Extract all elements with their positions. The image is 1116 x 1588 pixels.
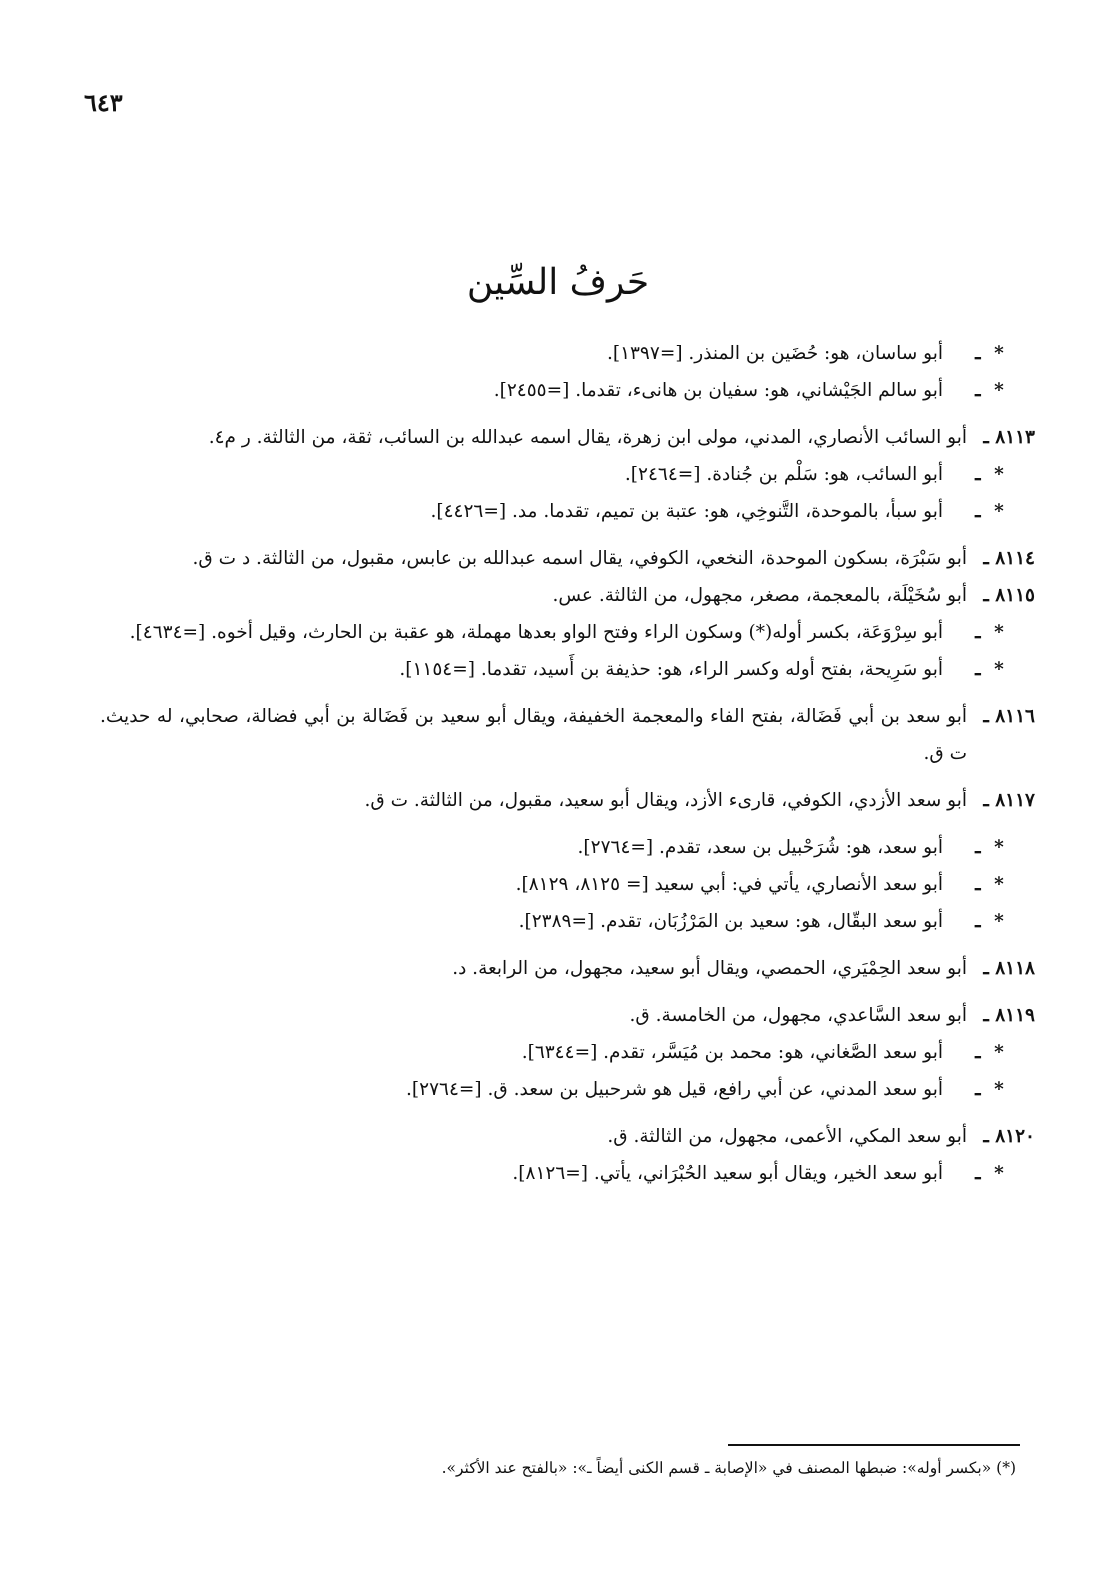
entry-number: ٨١١٥ ـ: [983, 585, 1035, 606]
page-number: ٦٤٣: [84, 88, 123, 117]
entry-text: أبو سعد، هو: شُرَحْبيل بن سعد، تقدم. [=٢٧٦٤].: [577, 837, 943, 858]
entry-marker: * ـ: [975, 1163, 1004, 1184]
list-item: [100, 1118, 1035, 1155]
footnote-divider: [728, 1444, 1020, 1446]
entry-marker: * ـ: [975, 464, 1004, 485]
footnote: (*) «بكسر أوله»: ضبطها المصنف في «الإصابة ـ قسم الكنى أيضاً ـ»: «بالفتح عند الأكثر».: [441, 1459, 1016, 1477]
entry-text: أبو السائب، هو: سَلْم بن جُنادة. [=٢٤٦٤].: [624, 464, 943, 485]
chapter-title: حَرفُ السِّين: [466, 262, 650, 303]
entry-marker: * ـ: [975, 837, 1004, 858]
list-item: [100, 1034, 1035, 1071]
list-item: [100, 614, 1035, 651]
entry-number: ٨١١٧ ـ: [983, 790, 1035, 811]
list-item: [100, 866, 1035, 903]
entry-text: أبو سعد المكي، الأعمى، مجهول، من الثالثة. ق.: [607, 1126, 967, 1147]
list-item: [100, 577, 1035, 614]
entry-marker: * ـ: [975, 380, 1004, 401]
entry-number: ٨١١٩ ـ: [983, 1005, 1035, 1026]
entry-text: أبو سعد السَّاعدي، مجهول، من الخامسة. ق.: [629, 1005, 967, 1026]
entry-number: ٨١٢٠ ـ: [983, 1126, 1035, 1147]
entry-text: أبو سَرِيحة، بفتح أوله وكسر الراء، هو: حذيفة بن أَسيد، تقدما. [=١١٥٤].: [399, 659, 943, 680]
list-item: [100, 493, 1035, 530]
list-item: [100, 1071, 1035, 1108]
entry-text: أبو سبأ، بالموحدة، التَّنوخِي، هو: عتبة بن تميم، تقدما. مد. [=٤٤٢٦].: [430, 501, 943, 522]
entry-text: أبو سِرْوَعَة، بكسر أوله(*) وسكون الراء وفتح الواو بعدها مهملة، هو عقبة بن الحارث، وقيل أخوه. [=٤٦٣٤].: [129, 622, 943, 643]
entry-text: أبو سعد المدني، عن أبي رافع، قيل هو شرحبيل بن سعد. ق. [=٢٧٦٤].: [406, 1079, 943, 1100]
list-item: [100, 1155, 1035, 1192]
entry-text: أبو سعد الأزدي، الكوفي، قارىء الأزد، ويقال أبو سعيد، مقبول، من الثالثة. ت ق.: [364, 790, 967, 811]
entry-number: ٨١١٨ ـ: [983, 958, 1035, 979]
list-item: [100, 829, 1035, 866]
entry-text: أبو سَبْرَة، بسكون الموحدة، النخعي، الكوفي، يقال اسمه عبدالله بن عابس، مقبول، من الثالثة. د ت ق.: [192, 548, 967, 569]
entry-text: أبو سعد الصَّغاني، هو: محمد بن مُيَسَّر، تقدم. [=٦٣٤٤].: [521, 1042, 943, 1063]
entry-marker: * ـ: [975, 874, 1004, 895]
entry-marker: * ـ: [975, 1079, 1004, 1100]
entry-text: أبو سعد البقّال، هو: سعيد بن المَرْزُبَان، تقدم. [=٢٣٨٩].: [518, 911, 943, 932]
entry-text: أبو ساسان، هو: حُضَين بن المنذر. [=١٣٩٧].: [606, 343, 943, 364]
list-item: [100, 782, 1035, 819]
list-item: [100, 997, 1035, 1034]
entry-text: أبو سُخَيْلَة، بالمعجمة، مصغر، مجهول، من الثالثة. عس.: [552, 585, 967, 606]
entry-marker: * ـ: [975, 911, 1004, 932]
entry-marker: * ـ: [975, 1042, 1004, 1063]
list-item: [100, 698, 1035, 772]
entry-text: أبو سالم الجَيْشاني، هو: سفيان بن هانىء، تقدما. [=٢٤٥٥].: [493, 380, 943, 401]
entry-number: ٨١١٣ ـ: [983, 427, 1035, 448]
entries-list: [100, 335, 1035, 1192]
entry-text: أبو سعد الحِمْيَري، الحمصي، ويقال أبو سعيد، مجهول، من الرابعة. د.: [452, 958, 967, 979]
list-item: [100, 651, 1035, 688]
entry-marker: * ـ: [975, 659, 1004, 680]
list-item: [100, 372, 1035, 409]
list-item: [100, 903, 1035, 940]
entry-marker: * ـ: [975, 343, 1004, 364]
list-item: [100, 456, 1035, 493]
entry-text: أبو سعد الخير، ويقال أبو سعيد الحُبْرَاني، يأتي. [=٨١٢٦].: [512, 1163, 943, 1184]
entry-text: أبو سعد الأنصاري، يأتي في: أبي سعيد [= ٨١٢٥، ٨١٢٩].: [515, 874, 943, 895]
entry-number: ٨١١٦ ـ: [983, 706, 1035, 727]
list-item: [100, 335, 1035, 372]
list-item: [100, 540, 1035, 577]
entry-number: ٨١١٤ ـ: [983, 548, 1035, 569]
list-item: [100, 419, 1035, 456]
entry-marker: * ـ: [975, 622, 1004, 643]
entry-text: أبو السائب الأنصاري، المدني، مولى ابن زهرة، يقال اسمه عبدالله بن السائب، ثقة، من الثالثة. ر م٤.: [208, 427, 967, 448]
entry-text: أبو سعد بن أبي فَضَالة، بفتح الفاء والمعجمة الخفيفة، ويقال أبو سعيد بن فَضَالة بن أبي فضالة، صحابي، له حديث. ت ق.: [100, 706, 967, 764]
list-item: [100, 950, 1035, 987]
entry-marker: * ـ: [975, 501, 1004, 522]
